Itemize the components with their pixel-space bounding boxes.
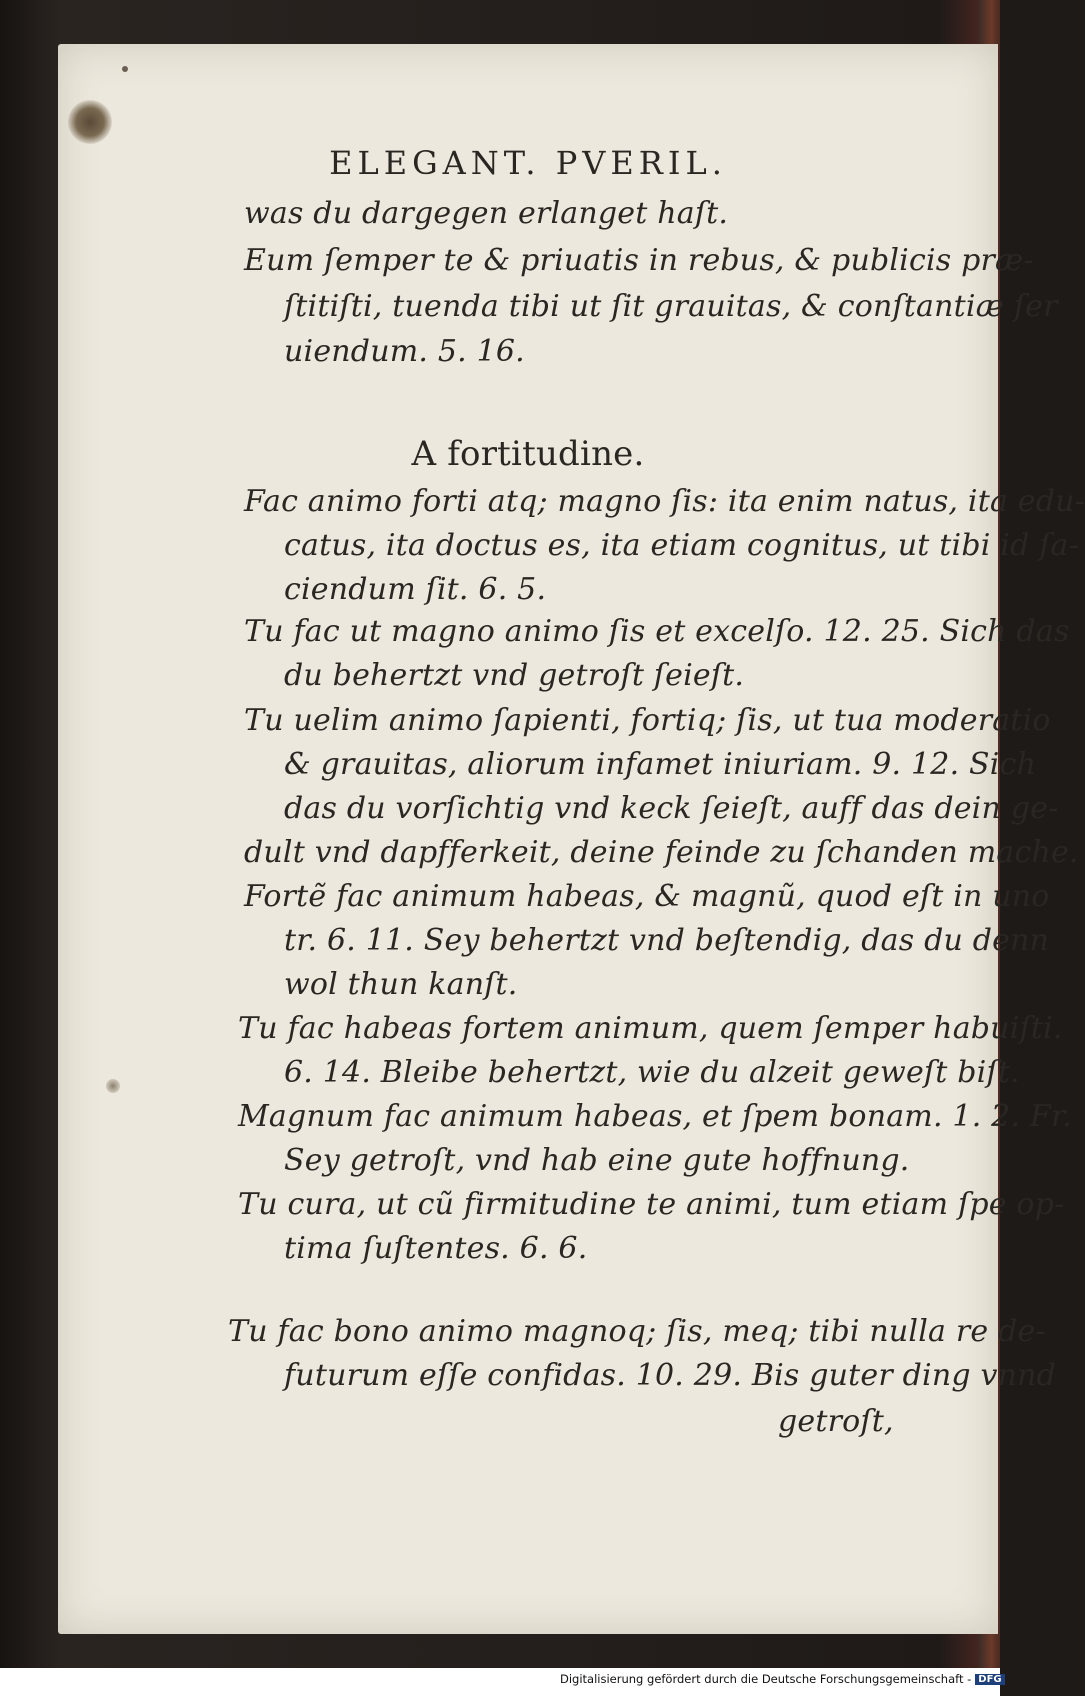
running-head: ELEGANT. PVERIL. bbox=[329, 144, 727, 182]
text-line: dult vnd dapfferkeit, deine feinde zu ſchanden mache. bbox=[244, 835, 1079, 870]
digitization-credit bbox=[560, 1672, 1002, 1692]
text-line: du behertzt vnd getroſt ſeieſt. bbox=[284, 658, 745, 693]
text-line: Tu uelim animo ſapienti, fortiq; ſis, ut tua moderatio bbox=[244, 703, 1051, 738]
text-line: Sey getroſt, vnd hab eine gute hoffnung. bbox=[284, 1143, 910, 1178]
text-line: Eum ſemper te & priuatis in rebus, & publicis præ- bbox=[244, 243, 1034, 278]
text-line: Fac animo forti atq; magno ſis: ita enim natus, ita edu- bbox=[244, 484, 1085, 519]
page-text bbox=[58, 44, 1085, 1634]
text-line: tr. 6. 11. Sey behertzt vnd beſtendig, das du denn bbox=[284, 923, 1050, 958]
dfg-logo: DFG bbox=[975, 1674, 1004, 1685]
text-line: Tu fac habeas fortem animum, quem ſemper habuiſti. bbox=[238, 1011, 1063, 1046]
text-line: uiendum. 5. 16. bbox=[284, 334, 525, 369]
text-line: tima ſuſtentes. 6. 6. bbox=[284, 1231, 588, 1266]
text-line: catus, ita doctus es, ita etiam cognitus, ut tibi id ſa- bbox=[284, 528, 1079, 563]
text-line: Tu fac bono animo magnoq; ſis, meq; tibi nulla re de- bbox=[228, 1314, 1046, 1349]
text-line: wol thun kanſt. bbox=[284, 967, 518, 1002]
text-line: Tu cura, ut cũ firmitudine te animi, tum etiam ſpe op- bbox=[238, 1187, 1065, 1222]
text-line: ſtitiſti, tuenda tibi ut ſit grauitas, & conſtantiæ ſer bbox=[284, 289, 1058, 324]
section-heading: A fortitudine. bbox=[411, 434, 645, 474]
text-line: futurum eſſe confidas. 10. 29. Bis guter ding vnnd bbox=[284, 1358, 1057, 1393]
text-line: was du dargegen erlanget haſt. bbox=[244, 196, 729, 231]
book-page bbox=[58, 44, 1085, 1634]
text-line: Tu fac ut magno animo ſis et excelſo. 12. 25. Sich das bbox=[244, 614, 1070, 649]
text-line: Magnum fac animum habeas, et ſpem bonam. 1. 2. Fr. bbox=[238, 1099, 1072, 1134]
catchword: getroſt, bbox=[778, 1404, 894, 1439]
text-line: das du vorſichtig vnd keck ſeieſt, auff das dein ge- bbox=[284, 791, 1059, 826]
text-line: ciendum ſit. 6. 5. bbox=[284, 572, 547, 607]
text-line: Fortẽ fac animum habeas, & magnũ, quod eſt in uno bbox=[244, 879, 1050, 914]
credit-text: Digitalisierung gefördert durch die Deutsche Forschungsgemeinschaft - bbox=[560, 1672, 972, 1686]
text-line: & grauitas, aliorum infamet iniuriam. 9. 12. Sich bbox=[284, 747, 1037, 782]
text-line: 6. 14. Bleibe behertzt, wie du alzeit geweſt biſt. bbox=[284, 1055, 1020, 1090]
